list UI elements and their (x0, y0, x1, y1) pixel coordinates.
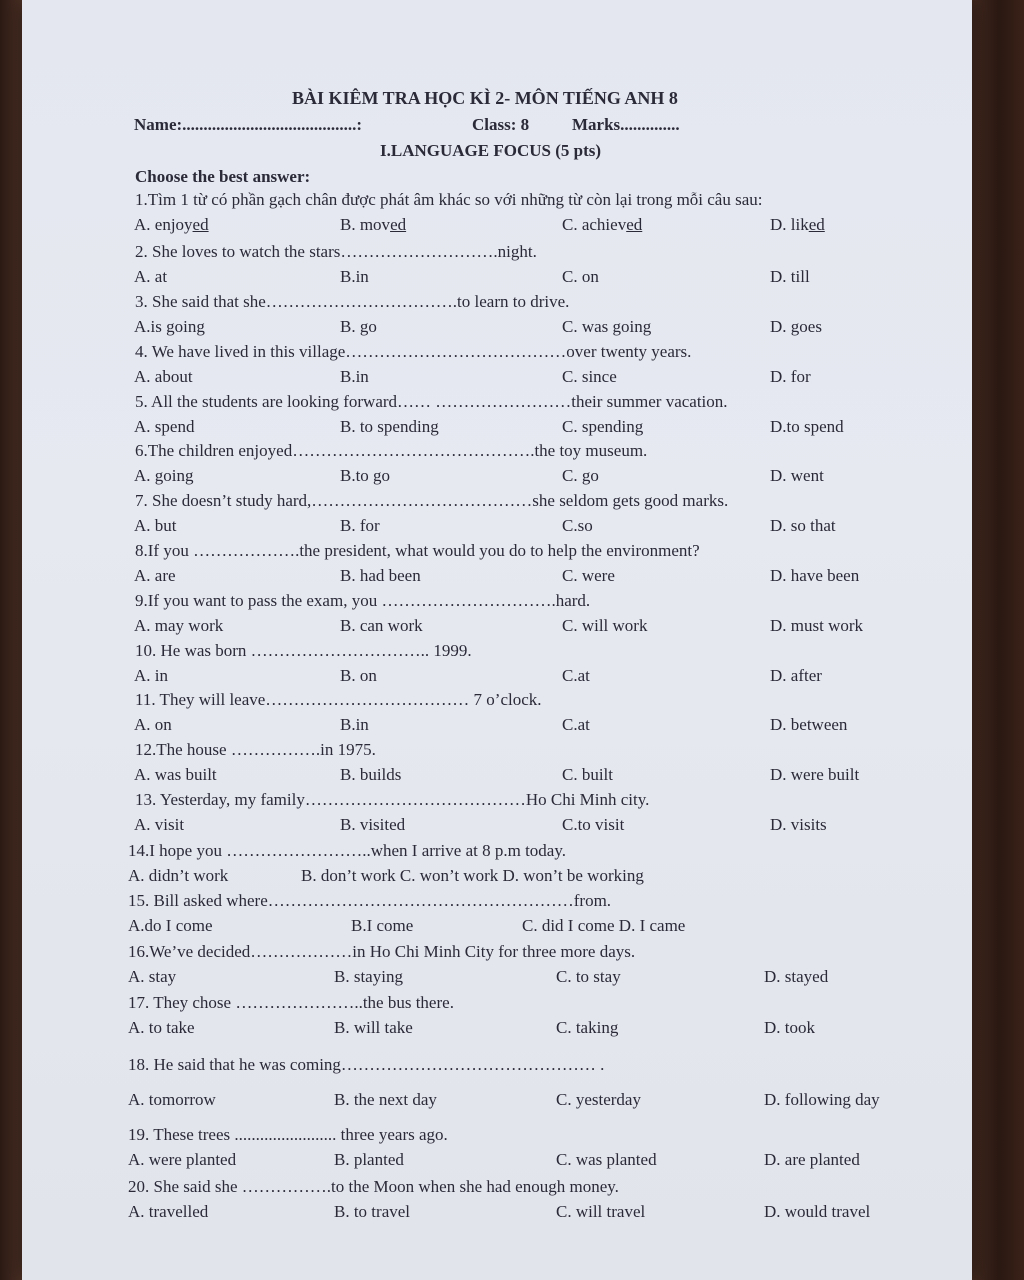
answer-option[interactable]: B. don’t work C. won’t work D. won’t be working (301, 866, 644, 885)
question-stem: 10. He was born ………………………….. 1999. (135, 641, 472, 660)
answer-option[interactable]: A. didn’t work (128, 866, 229, 885)
answer-option[interactable]: D. between (770, 715, 848, 734)
answer-option[interactable]: A. was built (134, 765, 217, 784)
answer-option[interactable]: D. goes (770, 317, 822, 336)
name-line: Name:.........................................: (134, 115, 363, 134)
question-stem: 18. He said that he was coming……………………………………… . (128, 1055, 605, 1074)
answer-option[interactable]: C. will work (562, 616, 648, 635)
answer-option[interactable]: B.I come (351, 916, 414, 935)
question-stem: 8.If you ……………….the president, what would you do to help the environment? (135, 541, 700, 560)
answer-option[interactable]: B.in (340, 367, 369, 386)
answer-option[interactable]: D. are planted (764, 1150, 860, 1169)
class-line: Class: 8 (472, 115, 530, 134)
question-stem: 20. She said she …………….to the Moon when she had enough money. (128, 1177, 619, 1196)
question-stem: 4. We have lived in this village…………………………………over twenty years. (135, 342, 692, 361)
question-stem: 17. They chose …………………..the bus there. (128, 993, 454, 1012)
answer-option[interactable]: D. were built (770, 765, 860, 784)
answer-option[interactable]: D. stayed (764, 967, 829, 986)
question-stem: 13. Yesterday, my family…………………………………Ho Chi Minh city. (135, 790, 650, 809)
answer-option[interactable]: C. taking (556, 1018, 619, 1037)
answer-option[interactable]: A. about (134, 367, 193, 386)
answer-option[interactable]: D. went (770, 466, 824, 485)
question-stem: 11. They will leave……………………………… 7 o’clock. (135, 690, 542, 709)
answer-option[interactable]: B.in (340, 715, 369, 734)
answer-option[interactable]: B. to travel (334, 1202, 411, 1221)
question-stem: 3. She said that she…………………………….to learn to drive. (135, 292, 570, 311)
answer-option[interactable]: D. so that (770, 516, 836, 535)
answer-option[interactable]: C. achieved (562, 215, 643, 234)
answer-option[interactable]: A. on (134, 715, 172, 734)
answer-option[interactable]: A. travelled (128, 1202, 209, 1221)
answer-option[interactable]: A. in (134, 666, 168, 685)
answer-option[interactable]: B. had been (340, 566, 421, 585)
answer-option[interactable]: C. built (562, 765, 614, 784)
answer-option[interactable]: B.to go (340, 466, 391, 485)
instruction: Choose the best answer: (135, 167, 311, 186)
answer-option[interactable]: C.so (562, 516, 593, 535)
answer-option[interactable]: C. will travel (556, 1202, 646, 1221)
answer-option[interactable]: A. enjoyed (134, 215, 209, 234)
answer-option[interactable]: C. since (562, 367, 617, 386)
question-stem: 14.I hope you ……………………..when I arrive at 8 p.m today. (128, 841, 566, 860)
question-stem: 5. All the students are looking forward…… ……………………their summer vacation. (135, 392, 728, 411)
answer-option[interactable]: D. must work (770, 616, 864, 635)
answer-option[interactable]: B. for (340, 516, 380, 535)
answer-option[interactable]: A. may work (134, 616, 224, 635)
answer-option[interactable]: C.at (562, 666, 590, 685)
answer-option[interactable]: A. to take (128, 1018, 195, 1037)
answer-option[interactable]: D. for (770, 367, 811, 386)
answer-option[interactable]: B. to spending (340, 417, 439, 436)
answer-option[interactable]: C. on (562, 267, 599, 286)
answer-option[interactable]: B. moved (340, 215, 407, 234)
question-stem: 16.We’ve decided………………in Ho Chi Minh City for three more days. (128, 942, 636, 961)
answer-option[interactable]: A. spend (134, 417, 195, 436)
answer-option[interactable]: B.in (340, 267, 369, 286)
answer-option[interactable]: D. till (770, 267, 810, 286)
answer-option[interactable]: D. visits (770, 815, 827, 834)
answer-option[interactable]: D. took (764, 1018, 815, 1037)
answer-option[interactable]: A. visit (134, 815, 185, 834)
answer-option[interactable]: C. yesterday (556, 1090, 641, 1109)
answer-option[interactable]: B. staying (334, 967, 403, 986)
answer-option[interactable]: A. tomorrow (128, 1090, 216, 1109)
question-stem: 12.The house …………….in 1975. (135, 740, 376, 759)
answer-option[interactable]: C.to visit (562, 815, 625, 834)
answer-option[interactable]: C. were (562, 566, 615, 585)
answer-option[interactable]: A. at (134, 267, 168, 286)
answer-option[interactable]: D. after (770, 666, 822, 685)
question-stem: 15. Bill asked where………………………………………………from. (128, 891, 612, 910)
answer-option[interactable]: D. would travel (764, 1202, 871, 1221)
answer-option[interactable]: A. were planted (128, 1150, 237, 1169)
answer-option[interactable]: A. but (134, 516, 177, 535)
question-stem: 2. She loves to watch the stars……………………….night. (135, 242, 537, 261)
answer-option[interactable]: A.is going (134, 317, 205, 336)
answer-option[interactable]: D. have been (770, 566, 860, 585)
answer-option[interactable]: C. was going (562, 317, 652, 336)
answer-option[interactable]: B. on (340, 666, 377, 685)
marks-line: Marks.............. (572, 115, 680, 134)
question-stem: 19. These trees ........................ three years ago. (128, 1125, 448, 1144)
answer-option[interactable]: B. will take (334, 1018, 413, 1037)
answer-option[interactable]: D.to spend (770, 417, 844, 436)
question-stem: 9.If you want to pass the exam, you ………………………….hard. (135, 591, 591, 610)
table-edge-right (964, 0, 1024, 1280)
answer-option[interactable]: B. visited (340, 815, 406, 834)
answer-option[interactable]: C. did I come D. I came (522, 916, 686, 935)
answer-option[interactable]: A. going (134, 466, 194, 485)
answer-option[interactable]: B. the next day (334, 1090, 437, 1109)
answer-option[interactable]: B. can work (340, 616, 423, 635)
answer-option[interactable]: D. following day (764, 1090, 880, 1109)
answer-option[interactable]: A.do I come (128, 916, 213, 935)
exam-paper (22, 0, 972, 1280)
answer-option[interactable]: D. liked (770, 215, 825, 234)
answer-option[interactable]: B. builds (340, 765, 402, 784)
answer-option[interactable]: A. stay (128, 967, 177, 986)
answer-option[interactable]: C. to stay (556, 967, 621, 986)
exam-title: BÀI KIÊM TRA HỌC KÌ 2- MÔN TIẾNG ANH 8 (292, 88, 678, 108)
question-stem: 6.The children enjoyed…………………………………….the toy museum. (135, 441, 648, 460)
section-title: I.LANGUAGE FOCUS (5 pts) (380, 141, 602, 160)
answer-option[interactable]: A. are (134, 566, 176, 585)
answer-option[interactable]: C.at (562, 715, 590, 734)
answer-option[interactable]: B. planted (334, 1150, 404, 1169)
question-stem: 1.Tìm 1 từ có phần gạch chân được phát âm khác so với những từ còn lại trong mỗi câu sau: (135, 190, 763, 209)
answer-option[interactable]: C. spending (562, 417, 644, 436)
answer-option[interactable]: C. go (562, 466, 599, 485)
answer-option[interactable]: C. was planted (556, 1150, 657, 1169)
answer-option[interactable]: B. go (340, 317, 377, 336)
question-stem: 7. She doesn’t study hard,…………………………………she seldom gets good marks. (135, 491, 729, 510)
